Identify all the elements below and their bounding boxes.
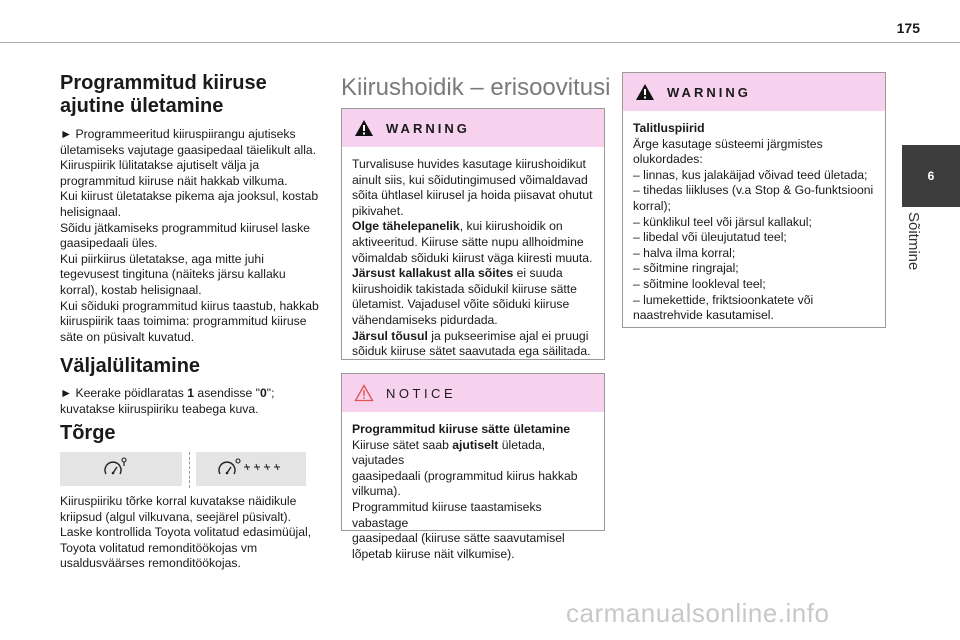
- section-deactivation: [60, 355, 322, 417]
- text-span: asendisse ": [194, 386, 261, 400]
- page-number: 175: [896, 20, 920, 36]
- warning-label: WARNING: [667, 84, 751, 100]
- text-line: [352, 266, 594, 282]
- text-line: vilkuma).: [352, 484, 401, 499]
- text-line: Laske kontrollida Toyota volitatud edasimüüjal,: [60, 525, 312, 540]
- text-line: korral);: [633, 198, 671, 213]
- notice-triangle-icon: [354, 384, 374, 402]
- section-title-line1: Programmitud kiiruse: [60, 72, 267, 94]
- speedometer-icon: [60, 452, 182, 486]
- bold-text: Olge tähelepanelik: [352, 219, 460, 234]
- bold-text: 0: [260, 386, 267, 400]
- fault-body: [60, 494, 322, 572]
- text-line: ainult siis, kui sõidutingimused võimaldavad: [352, 172, 588, 187]
- notice-box: [341, 373, 605, 561]
- warning-box-limits: [622, 72, 886, 328]
- notice-header: [342, 374, 604, 412]
- text-line: säte on püsivalt kuvatud.: [60, 329, 195, 344]
- text-line: ületamist. Vajadusel võite sõiduki kiiruse: [352, 297, 570, 312]
- text-line: korral), kostab helisignaal.: [60, 282, 202, 297]
- header-divider: [0, 42, 960, 43]
- text-line: Sõidu jätkamiseks programmitud kiirusel laske: [60, 220, 310, 235]
- warning-body: [623, 111, 885, 332]
- text-span: ja pukseerimise ajal ei pruugi: [427, 328, 589, 343]
- gauge-image: [196, 452, 306, 486]
- text-line: ► Programmeeritud kiiruspiirangu ajutiseks: [60, 127, 296, 141]
- text-line: pikivahet.: [352, 203, 404, 218]
- bold-text: ajutiselt: [452, 437, 499, 452]
- text-line: [60, 386, 322, 402]
- text-line: lõpetab kiiruse näit vilkumise).: [352, 546, 515, 561]
- text-line: Kui sõiduki programmitud kiirus taastub, hakkab: [60, 298, 319, 313]
- text-span: ei suuda: [513, 266, 563, 281]
- text-span: , kui kiirushoidik on: [459, 219, 563, 234]
- warning-label: WARNING: [386, 120, 470, 136]
- text-line: Programmitud kiiruse taastamiseks vabastage: [352, 499, 542, 530]
- text-span: ";: [266, 386, 275, 400]
- text-line: sõiduk kiiruse sätet saavutada ega säilitada.: [352, 344, 591, 359]
- section-speed-override: [60, 72, 322, 345]
- warning-header: [342, 109, 604, 147]
- text-line: – sõitmine ringrajal;: [633, 261, 739, 276]
- warning-triangle-icon: [354, 119, 374, 137]
- section-title: Tõrge: [60, 422, 116, 444]
- text-line: – tihedas liikluses (v.a Stop & Go-funktsiooni: [633, 183, 874, 198]
- text-line: aktiveeritud. Kiiruse sätte nupu allhoidmine: [352, 234, 584, 249]
- text-line: gaasipedaali (programmitud kiirus hakkab: [352, 468, 578, 483]
- text-line: programmitud kiiruse näit hakkab vilkuma.: [60, 173, 288, 188]
- section-fault: [60, 422, 322, 445]
- text-line: Ärge kasutage süsteemi järgmistes: [633, 136, 823, 151]
- text-line: – lumekettide, friktsioonkatete või: [633, 292, 814, 307]
- text-line: [633, 121, 875, 137]
- text-line: helisignaal.: [60, 204, 121, 219]
- section-body: [60, 127, 322, 345]
- text-line: – halva ilma korral;: [633, 245, 736, 260]
- section-title-line2: ajutine ületamine: [60, 95, 224, 117]
- text-line: – libedal või üleujutatud teel;: [633, 230, 787, 245]
- warning-header: [623, 73, 885, 111]
- text-line: – künklikul teel või järsul kallakul;: [633, 214, 812, 229]
- text-line: [352, 438, 594, 469]
- watermark: carmanualsonline.info: [566, 598, 830, 628]
- text-line: [352, 422, 594, 438]
- bold-text: Järsust kallakust alla sõites: [352, 266, 514, 281]
- notice-body: [342, 412, 604, 570]
- chapter-label: [898, 212, 958, 292]
- text-line: [352, 329, 594, 345]
- notice-label: NOTICE: [386, 385, 457, 401]
- text-span: ületada, vajutades: [352, 437, 546, 468]
- text-line: kuvatakse kiiruspiiriku teabega kuva.: [60, 401, 259, 416]
- text-line: tegevusest tingituna (näiteks järsu kallaku: [60, 267, 286, 282]
- section-title-cruise-control: Kiirushoidik – erisoovitusi: [341, 74, 611, 101]
- notice-title: Programmitud kiiruse sätte ületamine: [352, 422, 571, 436]
- text-line: [352, 219, 594, 235]
- warning-body: [342, 147, 604, 368]
- text-line: kriipsud (algul vilkuvana, seejärel püsivalt).: [60, 509, 291, 524]
- text-line: naastrehvide kasutamisel.: [633, 308, 774, 323]
- text-line: gaasipedaal (kiiruse sätte saavutamisel: [352, 531, 565, 546]
- gauge-separator: [189, 452, 191, 488]
- text-span: ► Keerake pöidlaratas: [60, 386, 188, 400]
- warning-box: [341, 108, 605, 360]
- section-title: Väljalülitamine: [60, 355, 201, 377]
- warning-triangle-icon: [635, 83, 655, 101]
- text-line: Kiiruspiiriku tõrke korral kuvatakse näidikule: [60, 494, 297, 508]
- text-line: olukordades:: [633, 152, 703, 167]
- text-line: Toyota volitatud remonditöökojas vm: [60, 540, 258, 555]
- text-line: sõita ühtlasel kiirusel ja hoida piisavat ohutut: [352, 188, 593, 203]
- warning-title: Talitluspiirid: [633, 121, 705, 135]
- speedometer-dashes-icon: [196, 452, 306, 486]
- text-line: Kiiruspiirik lülitatakse ajutiselt välja ja: [60, 158, 260, 173]
- section-body: [60, 386, 322, 417]
- text-line: Kui kiirust ületatakse pikema aja jooksul, kostab: [60, 189, 319, 204]
- text-line: – sõitmine lookleval teel;: [633, 276, 766, 291]
- text-line: vähendamiseks pidurdada.: [352, 312, 498, 327]
- bold-text: Järsul tõusul: [352, 328, 428, 343]
- text-line: kiiruspiirik taas toimima: programmitud kiiruse: [60, 314, 307, 329]
- chapter-tab[interactable]: 6: [902, 145, 960, 207]
- text-line: Kui piirkiirus ületatakse, aga mitte juhi: [60, 251, 264, 266]
- bold-text: 1: [187, 386, 195, 400]
- text-line: ületamiseks vajutage gaasipedaal täielikult alla.: [60, 142, 317, 157]
- text-line: usaldusväärses remonditöökojas.: [60, 556, 241, 571]
- text-line: Turvalisuse huvides kasutage kiirushoidikut: [352, 157, 586, 171]
- chapter-label-text: Sõitmine: [905, 212, 922, 271]
- text-line: gaasipedaali üles.: [60, 236, 158, 251]
- text-line: kiirushoidik takistada sõidukil kiiruse sätte: [352, 281, 577, 296]
- gauge-image: [60, 452, 182, 486]
- text-span: Kiiruse sätet saab: [352, 437, 453, 452]
- text-line: võimaldab sõiduki kiirust väga kiiresti muuta.: [352, 250, 593, 265]
- text-line: – linnas, kus jalakäijad võivad teed ületada;: [633, 167, 868, 182]
